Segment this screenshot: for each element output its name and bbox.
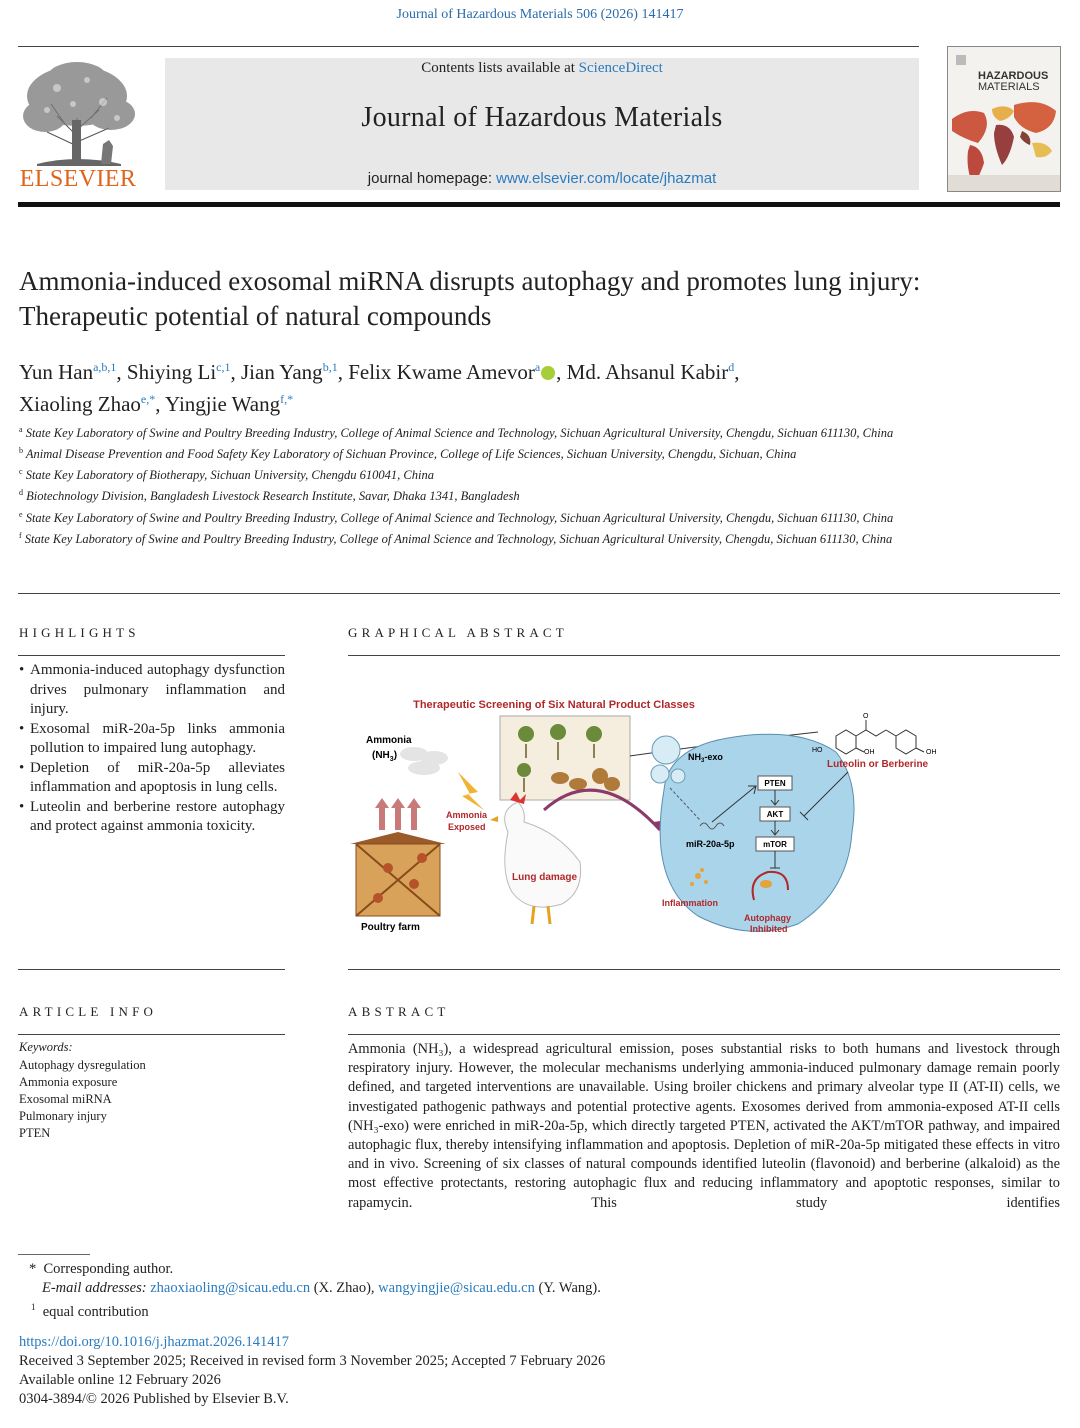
luteolin-structure-icon [836, 720, 924, 754]
highlights-rule [18, 655, 285, 656]
elsevier-wordmark[interactable]: ELSEVIER [19, 166, 137, 192]
journal-reference[interactable]: Journal of Hazardous Materials 506 (2026) 141417 [396, 7, 684, 22]
contents-available-line [165, 60, 919, 77]
mirna-label: miR-20a-5p [686, 839, 735, 849]
inflammation-label: Inflammation [662, 898, 719, 908]
ho-label: HO [812, 747, 823, 754]
article-title: Ammonia-induced exosomal miRNA disrupts autophagy and promotes lung injury: Therapeutic potential of natural compounds [19, 266, 921, 331]
author[interactable]: Yun Han$^{a,b,1}$, [19, 360, 127, 384]
affiliation: $^e$ State Key Laboratory of Swine and Poultry Breeding Industry, College of Animal Science and Technology, Sichuan Agricultural University, Chengdu, Sichuan 611130, China [19, 509, 894, 525]
screening-title: Therapeutic Screening of Six Natural Product Classes [413, 699, 695, 711]
received-dates: Received 3 September 2025; Received in revised form 3 November 2025; Accepted 7 February 2026 [19, 1353, 606, 1369]
journal-title: Journal of Hazardous Materials [361, 102, 723, 133]
article-info-heading: ARTICLE INFO [19, 1004, 158, 1019]
chicken-icon [490, 792, 581, 924]
affiliation: $^c$ State Key Laboratory of Biotherapy, Sichuan University, Chengdu 610041, China [19, 467, 434, 483]
autophagy-label-2: Inhibited [750, 924, 788, 934]
highlights-heading: HIGHLIGHTS [19, 625, 140, 640]
luteolin-label: Luteolin or Berberine [827, 759, 929, 770]
lung-damage-label: Lung damage [512, 872, 578, 883]
affiliation: $^b$ Animal Disease Prevention and Food Safety Key Laboratory of Sichuan Province, College of Life Sciences, Sichuan University, Chengdu, Sichuan, China [19, 446, 797, 462]
abstract-rule [348, 1034, 1060, 1035]
highlight-item: • Luteolin and berberine restore autophagy and protect against ammonia toxicity. [19, 798, 285, 837]
ammonia-exposed-label: Ammonia [446, 810, 488, 820]
lightning-icon [458, 772, 484, 810]
affiliation: $^a$ State Key Laboratory of Swine and Poultry Breeding Industry, College of Animal Science and Technology, Sichuan Agricultural University, Chengdu, Sichuan 611130, China [19, 425, 894, 441]
author[interactable]: Felix Kwame Amevor$^a$ , [348, 360, 567, 384]
rising-arrows [375, 798, 421, 830]
keyword[interactable]: Exosomal miRNA [19, 1092, 112, 1106]
pten-label: PTEN [764, 779, 786, 788]
cover-title-line2: MATERIALS [978, 81, 1040, 93]
author[interactable]: Md. Ahsanul Kabir$^d$, [566, 360, 740, 384]
abstract-text: Ammonia (NH₃), a widespread agricultural emission, poses substantial risks to both humans and livestock through respiratory injury. However, the molecular mechanisms underlying ammonia-induced pulmonary damage remain poorly defined, and targeted interventions are unavailable. Using broiler chickens and primary alveolar type II (AT-II) cells, we investigated pathogenic pathways and potential protective agents. Exosomes derived from ammonia-exposed AT-II cells (NH₃-exo) were enriched in miR-20a-5p, which directly targeted PTEN, activated the AKT/mTOR pathway, and impaired autophagic flux, thereby intensifying inflammation and apoptosis. Depletion of miR-20a-5p mitigated these effects in vitro and in vivo. Screening of six classes of natural compounds identified luteolin (flavonoid) and berberine (alkaloid) as the most effective protectants, restoring autophagic flux and reducing inflammatory and apoptotic responses, similar to rapamycin. This study identifies [348, 1041, 1060, 1211]
keyword[interactable]: Autophagy dysregulation [19, 1058, 146, 1072]
article-info-rule [18, 1034, 285, 1035]
author[interactable]: Xiaoling Zhao$^{e,*}$, [19, 392, 165, 416]
footnote-rule [18, 1254, 90, 1255]
journal-homepage-line [165, 170, 919, 187]
author[interactable]: Shiying Li$^{c,1}$, [126, 360, 241, 384]
contents-prefix: Contents lists available at [421, 60, 579, 76]
poultry-farm-label: Poultry farm [361, 922, 420, 933]
graphical-abstract-bottom-rule [348, 969, 1060, 970]
header-top-rule [18, 46, 919, 47]
email-link[interactable]: wangyingjie@sicau.edu.cn [378, 1280, 535, 1296]
akt-label: AKT [766, 810, 784, 819]
nh3-label: $(NH_3)$ [372, 750, 398, 763]
highlight-item: • Ammonia-induced autophagy dysfunction drives pulmonary inflammation and injury. [19, 661, 285, 720]
ammonia-label: Ammonia [366, 735, 412, 746]
keyword[interactable]: Pulmonary injury [19, 1109, 107, 1123]
oh-label-2: OH [926, 749, 937, 756]
email-link[interactable]: zhaoxiaoling@sicau.edu.cn [150, 1280, 311, 1296]
affiliation: $^d$ Biotechnology Division, Bangladesh Livestock Research Institute, Savar, Dhaka 1341, Bangladesh [19, 488, 520, 504]
copyright: 0304-3894/© 2026 Published by Elsevier B.V. [19, 1391, 289, 1407]
homepage-prefix: journal homepage: [367, 170, 497, 187]
orcid-icon[interactable] [541, 366, 555, 380]
affiliation-list [19, 421, 939, 548]
author[interactable]: Yingjie Wang$^{f,*}$ [164, 392, 294, 416]
header-thick-rule [18, 202, 1060, 207]
footnotes [19, 1260, 1059, 1322]
homepage-link[interactable]: www.elsevier.com/locate/jhazmat [496, 170, 717, 187]
ammonia-exposed-label-2: Exposed [448, 822, 486, 832]
highlights-list [19, 661, 285, 837]
keywords-list [19, 1057, 146, 1142]
keyword[interactable]: Ammonia exposure [19, 1075, 118, 1089]
mtor-label: mTOR [763, 840, 787, 849]
keyword[interactable]: PTEN [19, 1126, 51, 1140]
graphical-abstract-heading: GRAPHICAL ABSTRACT [348, 625, 568, 640]
highlight-item: • Depletion of miR-20a-5p alleviates inflammation and apoptosis in lung cells. [19, 759, 285, 798]
author-list [19, 354, 1059, 418]
sciencedirect-link[interactable]: ScienceDirect [578, 60, 663, 76]
email-addresses: E-mail addresses: zhaoxiaoling@sicau.edu.cn (X. Zhao), wangyingjie@sicau.edu.cn (Y. Wang). [42, 1280, 601, 1296]
publication-info [19, 1333, 1059, 1409]
corresponding-author-note: * Corresponding author. [29, 1261, 174, 1277]
o-label: O [863, 713, 869, 720]
nh3-exo-label: $NH_3$-exo [688, 752, 723, 764]
cover-title [978, 71, 1048, 93]
poultry-farm-icon [350, 832, 446, 916]
equal-contribution-note: $^1$ equal contribution [31, 1302, 149, 1320]
available-online: Available online 12 February 2026 [19, 1372, 221, 1388]
affiliation-rule [18, 593, 1060, 594]
abstract-heading: ABSTRACT [348, 1004, 450, 1019]
keywords-label: Keywords: [19, 1040, 73, 1054]
autophagosome-icon [760, 880, 772, 888]
graphical-abstract-rule [348, 655, 1060, 656]
ammonia-cloud-icon [400, 747, 448, 775]
cover-title-line1: HAZARDOUS [978, 70, 1049, 82]
highlight-item: • Exosomal miR-20a-5p links ammonia pollution to impaired lung autophagy. [19, 720, 285, 759]
cover-map-art [948, 47, 1060, 191]
affiliation: $^f$ State Key Laboratory of Swine and Poultry Breeding Industry, College of Animal Science and Technology, Sichuan Agricultural University, Chengdu, Sichuan 611130, China [19, 530, 893, 546]
autophagy-label: Autophagy [744, 913, 791, 923]
highlights-bottom-rule [18, 969, 285, 970]
oh-label: OH [864, 749, 875, 756]
journal-cover-thumbnail[interactable] [947, 46, 1061, 192]
author[interactable]: Jian Yang$^{b,1}$, [241, 360, 349, 384]
graphical-abstract-figure[interactable] [348, 692, 948, 942]
doi-link[interactable]: https://doi.org/10.1016/j.jhazmat.2026.141417 [19, 1334, 289, 1350]
